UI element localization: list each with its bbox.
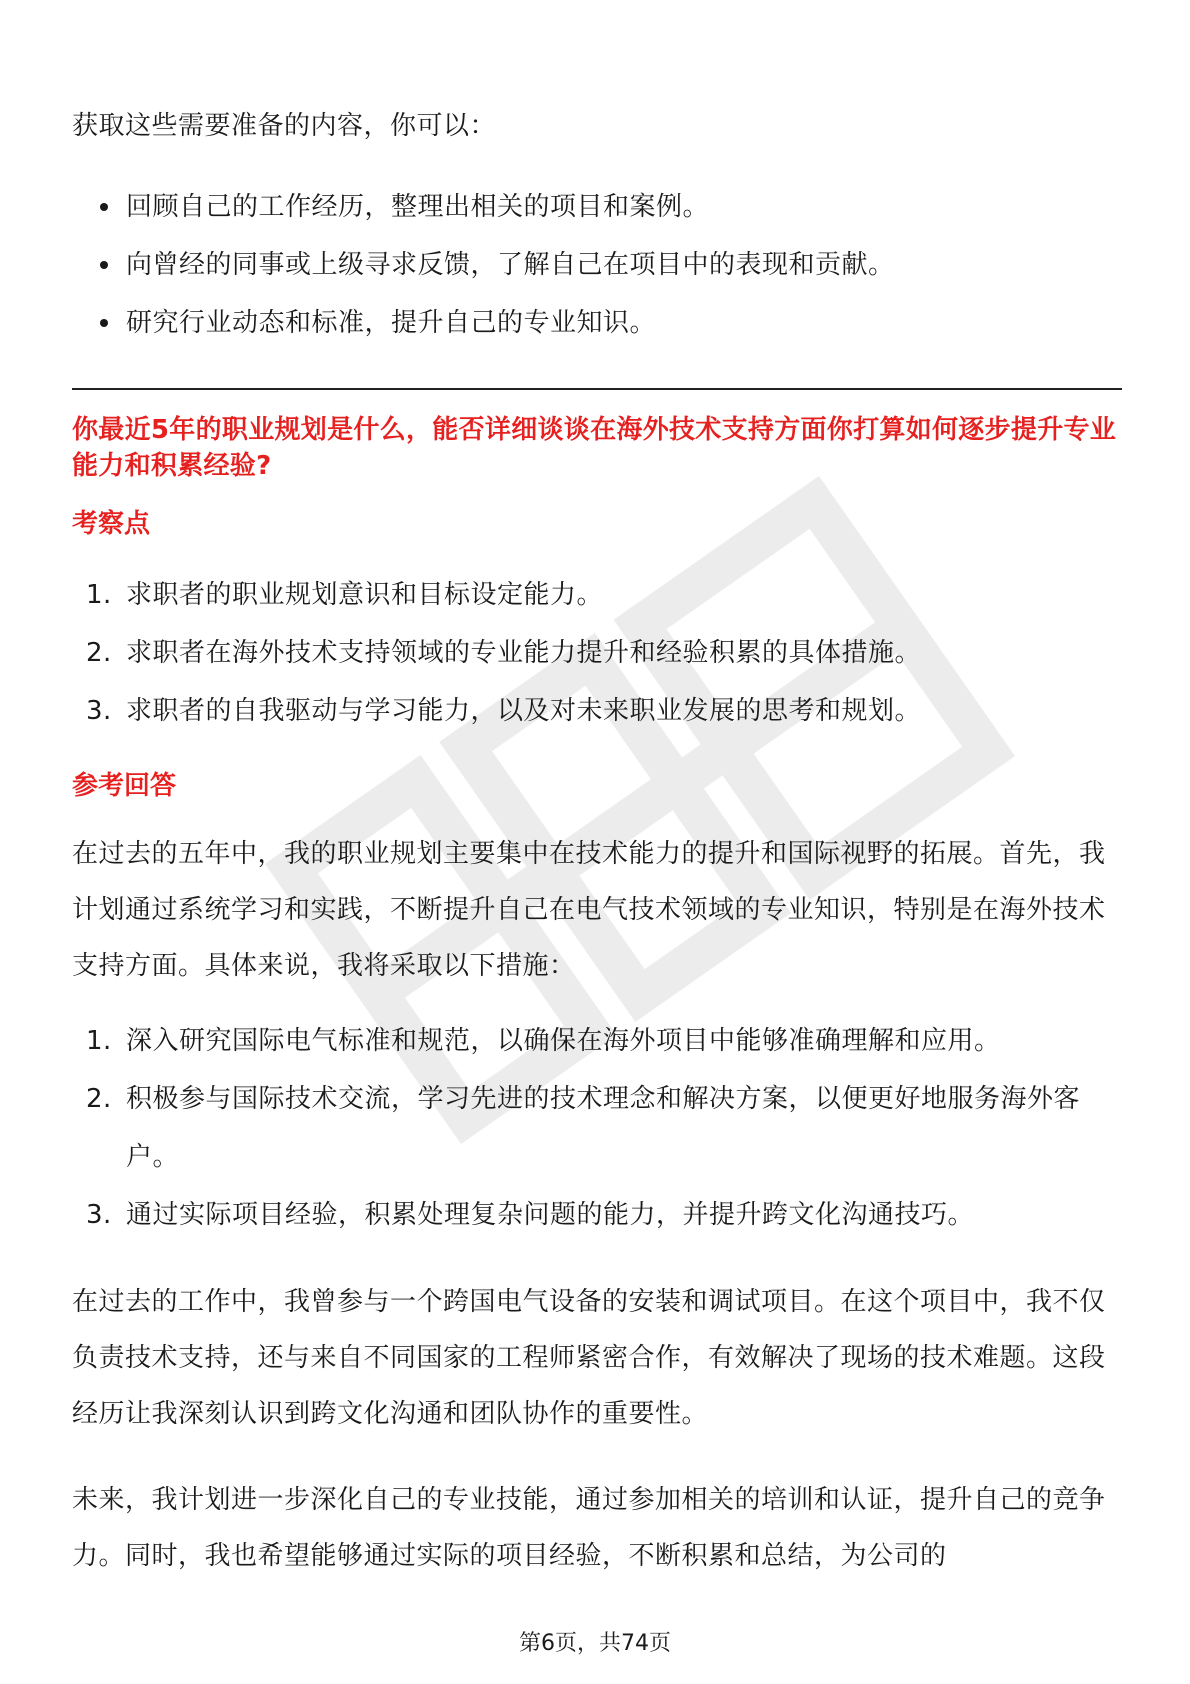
list-item: [72, 1070, 1122, 1186]
bullet-icon: [100, 319, 108, 327]
measures-list: [72, 1012, 1122, 1244]
list-item-text: 积极参与国际技术交流，学习先进的技术理念和解决方案，以便更好地服务海外客户。: [126, 1084, 1081, 1172]
list-item-text: 通过实际项目经验，积累处理复杂问题的能力，并提升跨文化沟通技巧。: [126, 1200, 975, 1230]
list-number: 3.: [86, 1200, 112, 1230]
list-item-text: 研究行业动态和标准，提升自己的专业知识。: [126, 308, 657, 338]
intro-paragraph: 获取这些需要准备的内容，你可以：: [72, 111, 497, 141]
list-item: [72, 236, 1122, 294]
list-item: [72, 682, 1122, 740]
list-item: [72, 1012, 1122, 1070]
list-item-text: 回顾自己的工作经历，整理出相关的项目和案例。: [126, 192, 710, 222]
list-item-text: 求职者在海外技术支持领域的专业能力提升和经验积累的具体措施。: [126, 638, 922, 668]
answer-label: 参考回答: [72, 771, 177, 801]
bullet-icon: [100, 261, 108, 269]
list-number: 2.: [86, 1084, 112, 1114]
list-item: [72, 178, 1122, 236]
answer-paragraph-1: 在过去的五年中，我的职业规划主要集中在技术能力的提升和国际视野的拓展。首先，我计划通过系统学习和实践，不断提升自己在电气技术领域的专业知识，特别是在海外技术支持方面。具体来说，我将采取以下措施：: [72, 839, 1106, 981]
bullet-icon: [100, 203, 108, 211]
list-number: 1.: [86, 1026, 112, 1056]
answer-paragraph-2: 在过去的工作中，我曾参与一个跨国电气设备的安装和调试项目。在这个项目中，我不仅负责技术支持，还与来自不同国家的工程师紧密合作，有效解决了现场的技术难题。这段经历让我深刻认识到跨文化沟通和团队协作的重要性。: [72, 1287, 1106, 1429]
list-item: [72, 624, 1122, 682]
assessment-label: 考察点: [72, 509, 151, 539]
list-item: [72, 1186, 1122, 1244]
list-item-text: 深入研究国际电气标准和规范，以确保在海外项目中能够准确理解和应用。: [126, 1026, 1001, 1056]
list-number: 3.: [86, 696, 112, 726]
assessment-list: [72, 566, 1122, 740]
answer-paragraph-3: 未来，我计划进一步深化自己的专业技能，通过参加相关的培训和认证，提升自己的竞争力。同时，我也希望能够通过实际的项目经验，不断积累和总结，为公司的: [72, 1485, 1106, 1571]
list-item: [72, 566, 1122, 624]
list-item: [72, 294, 1122, 352]
page-number: 第6页，共74页: [519, 1631, 671, 1656]
section-divider: [72, 388, 1122, 390]
list-number: 2.: [86, 638, 112, 668]
list-number: 1.: [86, 580, 112, 610]
list-item-text: 求职者的自我驱动与学习能力，以及对未来职业发展的思考和规划。: [126, 696, 922, 726]
question-heading: 你最近5年的职业规划是什么，能否详细谈谈在海外技术支持方面你打算如何逐步提升专业能力和积累经验?: [72, 415, 1117, 481]
document-content: [72, 98, 1122, 1584]
list-item-text: 向曾经的同事或上级寻求反馈，了解自己在项目中的表现和贡献。: [126, 250, 895, 280]
prep-list: [72, 178, 1122, 352]
list-item-text: 求职者的职业规划意识和目标设定能力。: [126, 580, 604, 610]
